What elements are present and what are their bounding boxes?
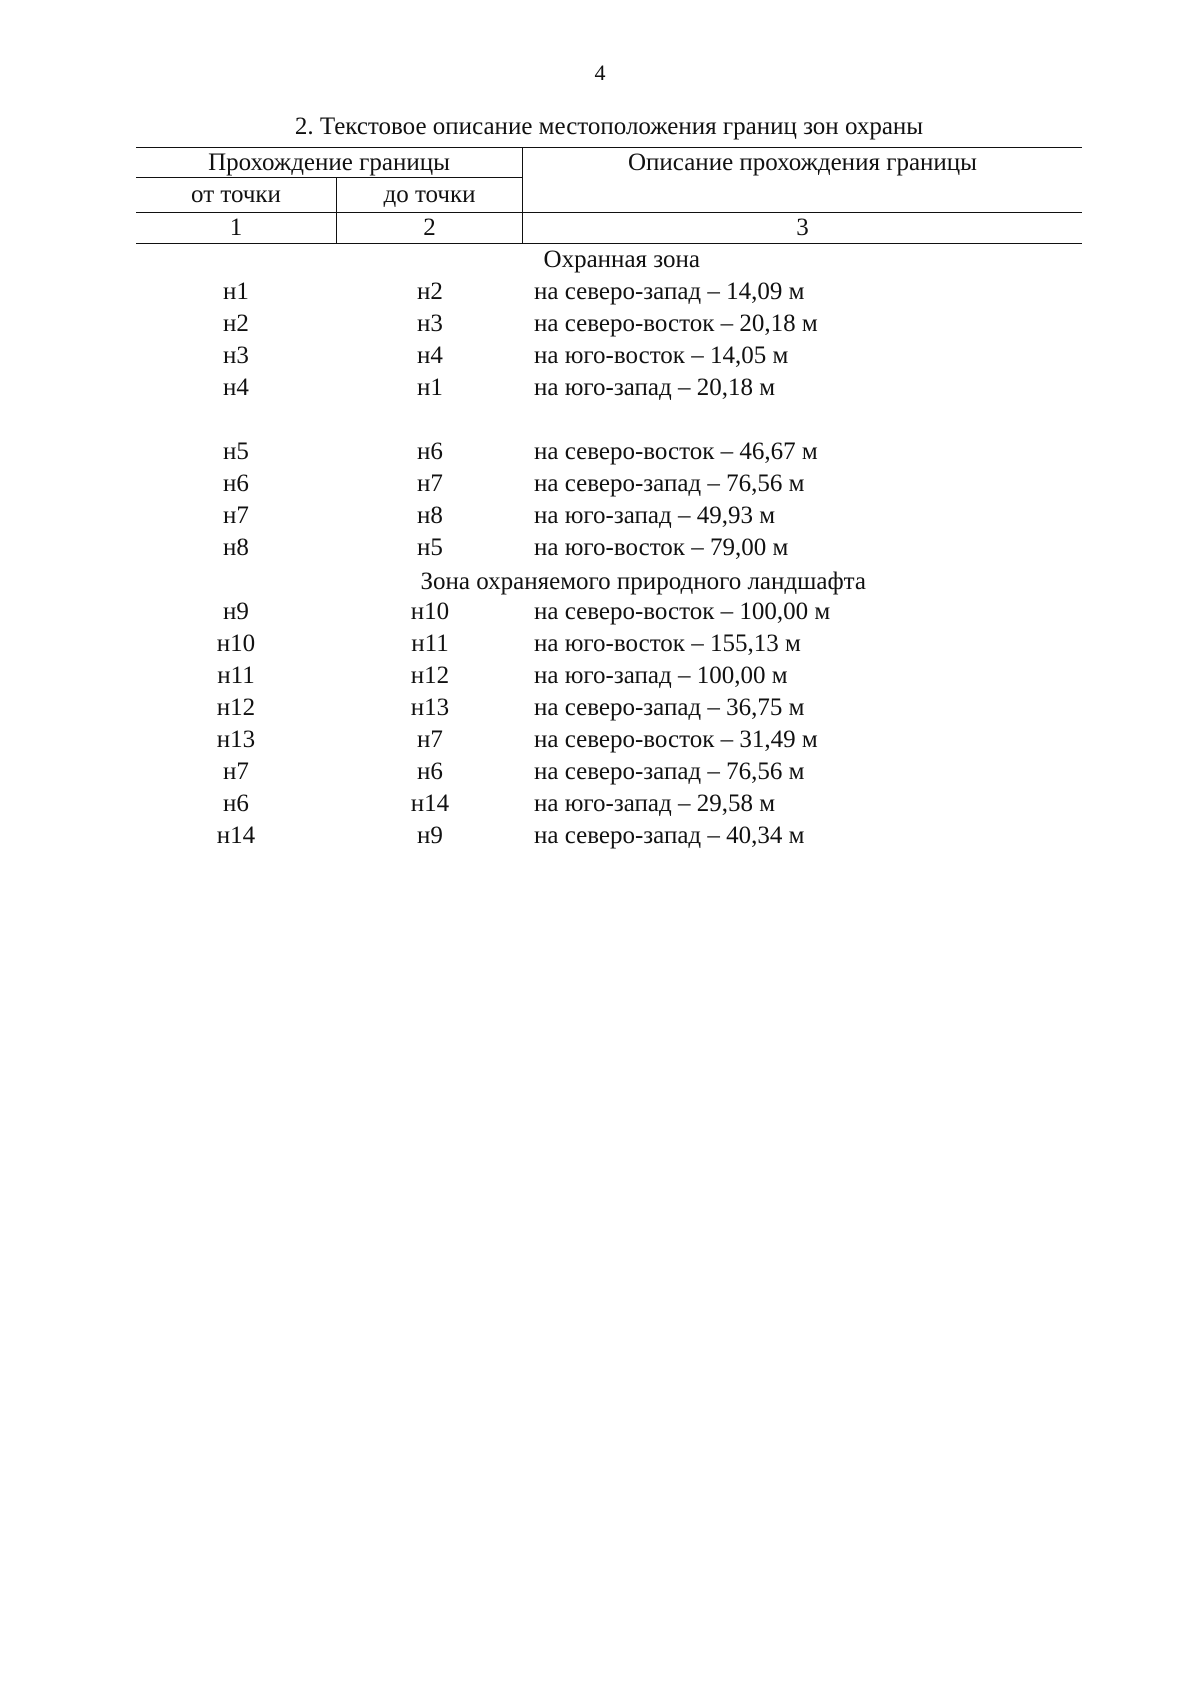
to-point: н6 [417,758,443,785]
boundary-description: на северо-запад – 36,75 м [534,694,805,721]
column-number-3: 3 [796,214,809,241]
boundary-description: на северо-запад – 76,56 м [534,758,805,785]
from-point: н6 [223,790,249,817]
header-description: Описание прохождения границы [628,149,977,176]
to-point: н11 [411,630,449,657]
from-point: н10 [216,630,256,657]
table-row [0,372,1200,404]
column-number-2: 2 [423,214,436,241]
from-point: н9 [223,598,249,625]
to-point: н13 [410,694,450,721]
to-point: н10 [410,598,450,625]
table-row [0,532,1200,564]
from-point: н7 [223,502,249,529]
column-numbers-rule [136,243,1082,244]
to-point: н8 [417,502,443,529]
boundary-description: на северо-запад – 76,56 м [534,470,805,497]
table-row [0,436,1200,468]
table-row [0,820,1200,852]
page-number: 4 [594,60,606,85]
zone-title-protection: Охранная зона [543,246,700,273]
from-point: н8 [223,534,249,561]
to-point: н6 [417,438,443,465]
to-point: н4 [417,342,443,369]
table-row [0,692,1200,724]
boundary-description: на северо-восток – 31,49 м [534,726,818,753]
table-row [0,308,1200,340]
boundary-description: на юго-восток – 79,00 м [534,534,789,561]
to-point: н2 [417,278,443,305]
boundary-description: на северо-восток – 20,18 м [534,310,818,337]
column-number-1: 1 [229,214,243,241]
from-point: н12 [216,694,256,721]
from-point: н1 [223,278,249,305]
to-point: н1 [417,374,443,401]
boundary-description: на юго-восток – 155,13 м [534,630,801,657]
from-point: н3 [223,342,249,369]
boundary-description: на северо-восток – 100,00 м [534,598,831,625]
table-row [0,724,1200,756]
from-point: н13 [216,726,256,753]
from-point: н5 [223,438,249,465]
table-row [0,788,1200,820]
header-to-point: до точки [383,181,476,208]
from-point: н6 [223,470,249,497]
header-passage: Прохождение границы [208,149,450,176]
boundary-description: на северо-восток – 46,67 м [534,438,818,465]
to-point: н7 [417,726,443,753]
table-row [0,756,1200,788]
from-point: н14 [216,822,256,849]
from-point: н4 [223,374,249,401]
boundary-description: на юго-восток – 14,05 м [534,342,789,369]
table-row [0,500,1200,532]
to-point: н5 [417,534,443,561]
table-row [0,660,1200,692]
to-point: н7 [417,470,443,497]
boundary-description: на юго-запад – 20,18 м [534,374,776,401]
table-row [0,276,1200,308]
to-point: н9 [417,822,443,849]
boundary-description: на юго-запад – 49,93 м [534,502,776,529]
from-point: н7 [223,758,249,785]
to-point: н3 [417,310,443,337]
boundary-description: на северо-запад – 40,34 м [534,822,805,849]
from-point: н11 [217,662,255,689]
boundary-description: на юго-запад – 100,00 м [534,662,788,689]
table-row [0,596,1200,628]
zone-title-landscape: Зона охраняемого природного ландшафта [420,568,866,595]
table-row [0,628,1200,660]
to-point: н14 [410,790,450,817]
to-point: н12 [410,662,450,689]
table-row [0,468,1200,500]
header-from-point: от точки [191,181,281,208]
from-point: н2 [223,310,249,337]
boundary-description: на юго-запад – 29,58 м [534,790,776,817]
table-row [0,340,1200,372]
section-title: 2. Текстовое описание местоположения границ зон охраны [294,113,924,140]
boundary-description: на северо-запад – 14,09 м [534,278,805,305]
